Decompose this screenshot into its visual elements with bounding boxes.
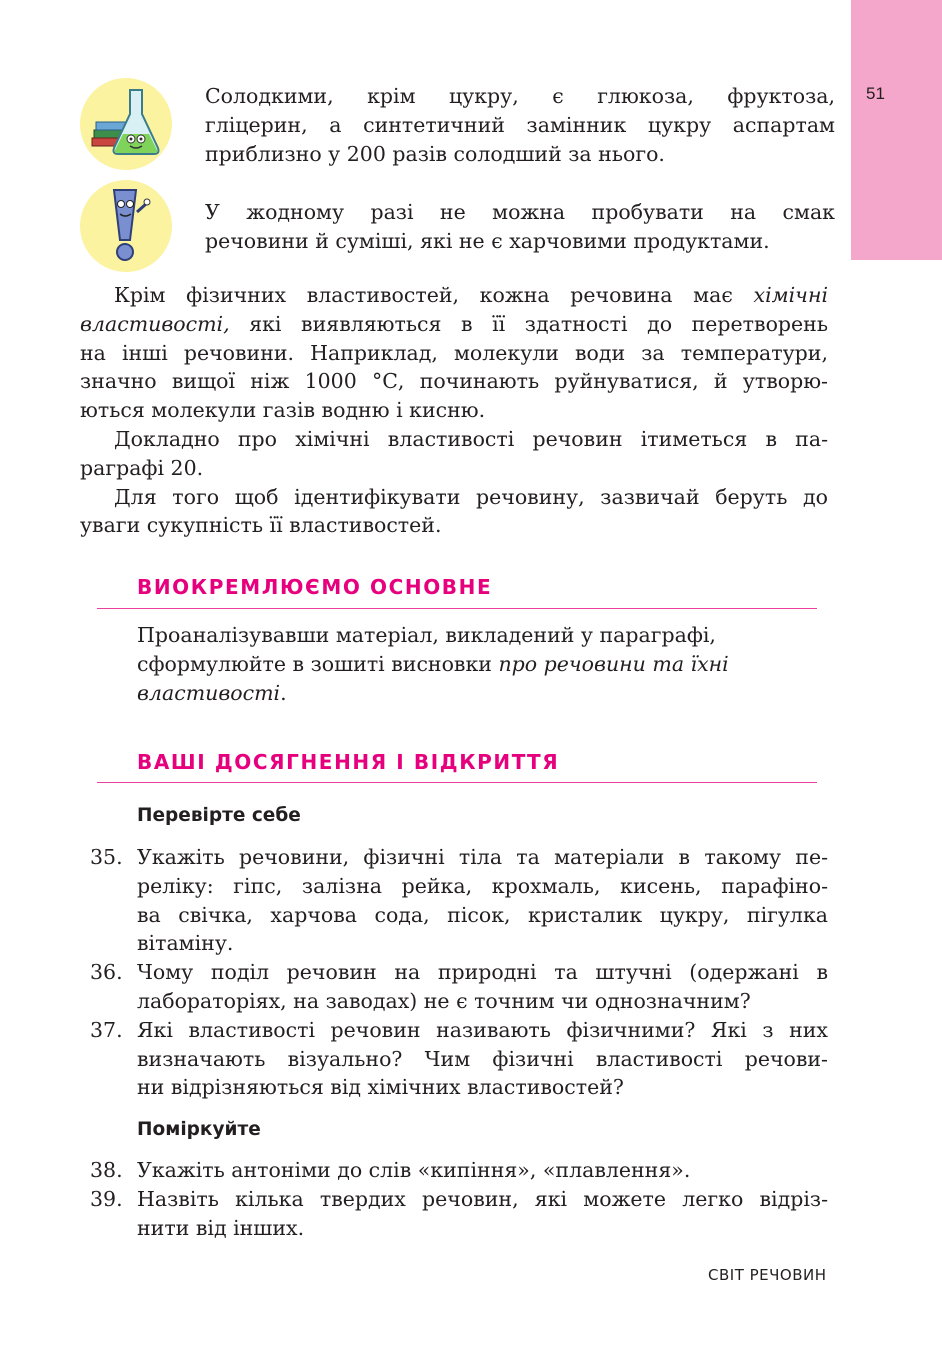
sweetener-note — [205, 82, 835, 169]
text-line: Проаналізувавши матеріал, викладений у параграфі, — [137, 623, 716, 647]
question-item — [90, 1185, 828, 1243]
question-line: Укажіть речовини, фізичні тіла та матеріали в такому пе- — [137, 845, 828, 869]
question-number: 37. — [90, 1017, 123, 1042]
question-item — [90, 1016, 828, 1102]
text-run: Крім фізичних властивостей, кожна речовина має — [114, 283, 733, 307]
question-line: Чому поділ речовин на природні та штучні (одержані в — [137, 960, 828, 985]
question-list-check — [90, 843, 828, 1102]
question-item — [90, 843, 828, 958]
note-line: гліцерин, а синтетичний замінник цукру аспартам — [205, 113, 835, 137]
text-run: які виявляються в її здатності до перетворень — [249, 311, 828, 336]
body-text — [80, 281, 828, 540]
question-number: 36. — [90, 960, 123, 985]
text-line: на інші речовини. Наприклад, молекули води за температури, — [80, 340, 828, 365]
exclamation-mark-icon — [80, 180, 172, 272]
question-line: вітаміну. — [137, 931, 234, 956]
text-line: уваги сукупність її властивостей. — [80, 513, 442, 538]
note-line: У жодному разі не можна пробувати на смак — [205, 200, 835, 224]
question-number: 38. — [90, 1158, 123, 1182]
section-title-main: ВИОКРЕМЛЮЄМО ОСНОВНЕ — [137, 575, 493, 599]
question-line: визначають візуально? Чим фізичні властивості речови- — [137, 1046, 828, 1071]
section-title-achievements: ВАШІ ДОСЯГНЕННЯ І ВІДКРИТТЯ — [137, 750, 560, 774]
question-line: нити від інших. — [137, 1215, 305, 1240]
text-line: Докладно про хімічні властивості речовин ітиметься в па- — [114, 426, 828, 451]
paragraph-identification — [80, 483, 828, 541]
text-run: . — [280, 681, 287, 705]
text-line: ються молекули газів водню і кисню. — [80, 398, 486, 423]
italic-term: властивості — [137, 681, 281, 705]
question-number: 35. — [90, 845, 123, 869]
paragraph-reference — [80, 425, 828, 483]
question-line: Назвіть кілька твердих речовин, які можете легко відріз- — [137, 1186, 828, 1211]
italic-term: хімічні — [753, 283, 828, 307]
note-line: речовини й суміші, які не є харчовими продуктами. — [205, 229, 770, 253]
text-line: раграфі 20. — [80, 455, 204, 480]
running-footer: СВІТ РЕЧОВИН — [708, 1266, 827, 1284]
italic-term: про речовини та їхні — [498, 652, 729, 676]
question-number: 39. — [90, 1186, 123, 1211]
text-line: Для того щоб ідентифікувати речовину, зазвичай беруть до — [114, 484, 828, 509]
italic-term: властивості, — [80, 311, 230, 336]
warning-note — [205, 198, 835, 256]
note-line: Солодкими, крім цукру, є глюкоза, фруктоза, — [205, 84, 835, 108]
note-line: приблизно у 200 разів солодший за нього. — [205, 142, 665, 166]
subheading-check-yourself: Перевірте себе — [137, 805, 301, 826]
question-item — [90, 1156, 828, 1185]
section-divider — [97, 782, 817, 783]
question-line: ва свічка, харчова сода, пісок, кристалик цукру, пігулка — [137, 902, 828, 927]
question-line: Які властивості речовин називають фізичними? Які з них — [137, 1017, 828, 1042]
text-run: сформулюйте в зошиті висновки — [137, 652, 492, 676]
flask-books-icon — [80, 78, 172, 170]
question-item — [90, 958, 828, 1016]
section-divider — [97, 608, 817, 609]
summary-task — [137, 621, 817, 708]
page-tab — [851, 0, 942, 260]
text-line: значно вищої ніж 1000 °С, починають руйнуватися, й утворю- — [80, 369, 828, 394]
page-number: 51 — [866, 84, 885, 103]
subheading-think: Поміркуйте — [137, 1119, 261, 1140]
question-line: Укажіть антоніми до слів «кипіння», «плавлення». — [137, 1158, 691, 1182]
question-line: ни відрізняються від хімічних властивостей? — [137, 1075, 624, 1100]
question-line: лабораторіях, на заводах) не є точним чи однозначним? — [137, 988, 751, 1013]
question-line: реліку: гіпс, залізна рейка, крохмаль, кисень, парафіно- — [137, 873, 828, 898]
question-list-think — [90, 1156, 828, 1242]
paragraph-chemical-properties — [80, 281, 828, 425]
